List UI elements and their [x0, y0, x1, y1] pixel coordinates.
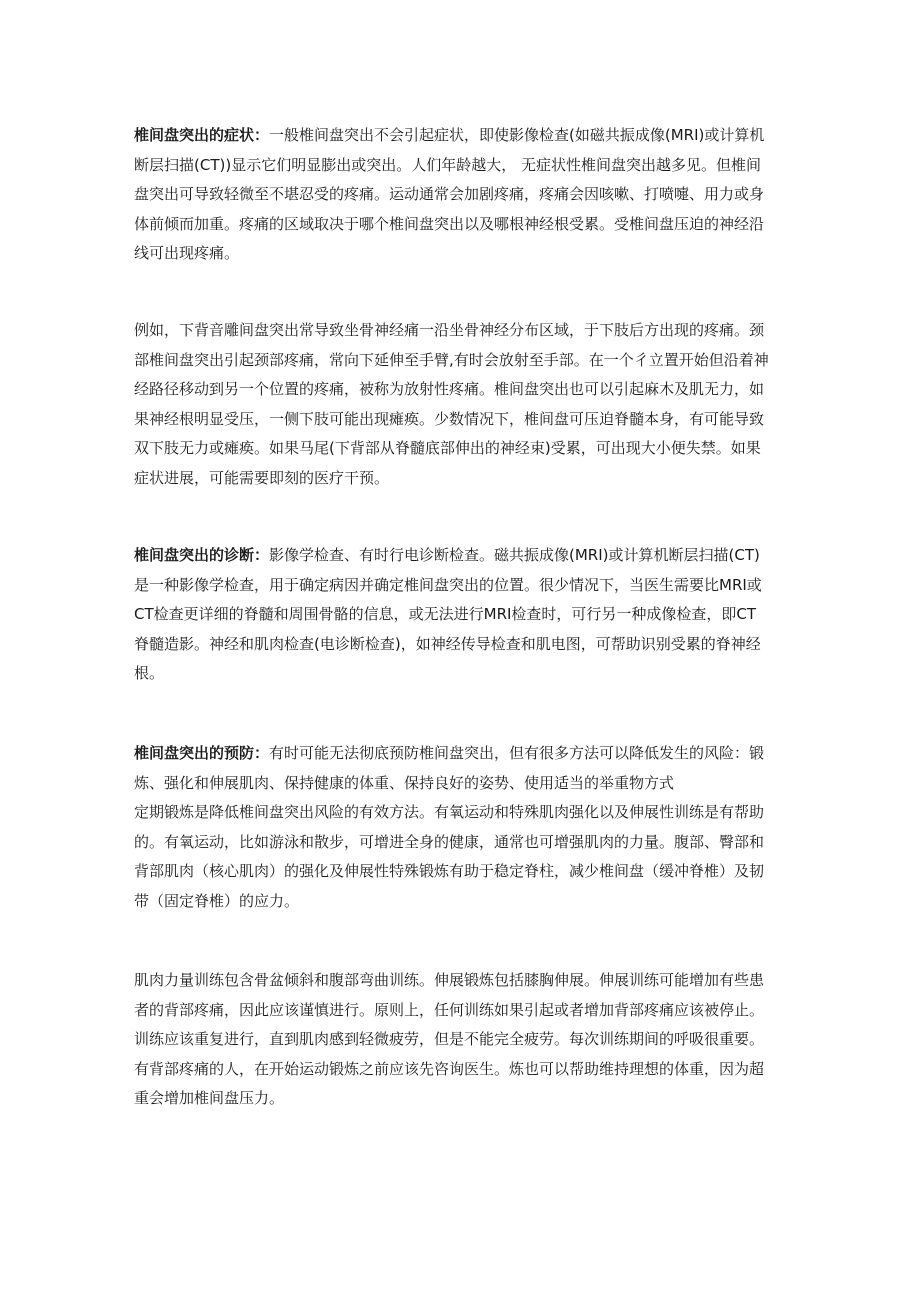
- paragraph-training: [134, 966, 786, 1114]
- text-line: 果神经根明显受压，一侧下肢可能出现瘫痪。少数情况下，椎间盘可压迫脊髓本身，有可能导致: [134, 409, 765, 428]
- section-heading-diagnosis: 椎间盘突出的诊断：: [134, 546, 270, 564]
- text-line: [134, 739, 786, 769]
- text-line: 症状进展，可能需要即刻的医疗干预。: [134, 468, 390, 487]
- paragraph-example: [134, 316, 786, 493]
- text-line: 双下肢无力或瘫痪。如果马尾(下背部从脊髓底部伸出的神经束)受累，可出现大小便失禁。如果: [134, 439, 761, 457]
- section-heading-prevention: 椎间盘突出的预防：: [134, 744, 270, 762]
- text-line: 的。有氧运动，比如游泳和散步，可增进全身的健康，通常也可增强肌肉的力量。腹部、臀部和: [134, 832, 765, 851]
- section-heading-symptoms: 椎间盘突出的症状：: [134, 126, 270, 144]
- text-line-content: 影像学检查、有时行电诊断检查。磁共振成像(MRI)或计算机断层扫描(CT): [269, 546, 760, 564]
- text-line: 是一种影像学检查，用于确定病因并确定椎间盘突出的位置。很少情况下，当医生需要比MRI或: [134, 575, 762, 594]
- text-line: 重会增加椎间盘压力。: [134, 1089, 285, 1107]
- text-line: [134, 121, 786, 151]
- text-line: 带（固定脊椎）的应力。: [134, 891, 300, 910]
- text-line: 有背部疼痛的人，在开始运动锻炼之前应该先咨询医生。炼也可以帮助维持理想的体重，因为超: [134, 1059, 765, 1078]
- paragraph-diagnosis: [134, 541, 786, 689]
- text-line: CT检查更详细的脊髓和周围骨骼的信息，或无法进行MRI检查时，可行另一种成像检查，即CT: [134, 605, 757, 623]
- text-line: 肌肉力量训练包含骨盆倾斜和腹部弯曲训练。伸展锻炼包括膝胸伸展。伸展训练可能增加有些患: [134, 971, 765, 989]
- text-line: [134, 541, 786, 571]
- text-line: 背部肌肉（核心肌肉）的强化及伸展性特殊锻炼有助于稳定脊柱，减少椎间盘（缓冲脊椎）及韧: [134, 862, 765, 880]
- text-line-content: 一般椎间盘突出不会引起症状，即使影像检查(如磁共振成像(MRI)或计算机: [269, 126, 765, 144]
- text-line: 根。: [134, 664, 165, 682]
- text-line: 脊髓造影。神经和肌肉检查(电诊断检查)，如神经传导检查和肌电图，可帮助识别受累的脊神经: [134, 634, 761, 653]
- paragraph-symptoms: [134, 121, 786, 269]
- text-line: 经路径移动到另一个位置的疼痛，被称为放射性疼痛。椎间盘突出也可以引起麻木及肌无力，如: [134, 380, 765, 398]
- text-line: 断层扫描(CT))显示它们明显膨出或突出。人们年龄越大， 无症状性椎间盘突出越多见。但椎间: [134, 155, 761, 174]
- text-line: 训练应该重复进行，直到肌肉感到轻微疲劳，但是不能完全疲劳。每次训练期间的呼吸很重要。: [134, 1030, 765, 1048]
- paragraph-prevention: [134, 739, 786, 916]
- text-line: 线可出现疼痛。: [134, 244, 240, 262]
- text-line: 定期锻炼是降低椎间盘突出风险的有效方法。有氧运动和特殊肌肉强化以及伸展性训练是有帮助: [134, 803, 765, 821]
- text-line: 炼、强化和伸展肌肉、保持健康的体重、保持良好的姿势、使用适当的举重物方式: [134, 773, 675, 792]
- text-line: 例如，下背音雕间盘突出常导致坐骨神经痛一沿坐骨神经分布区域，于下肢后方出现的疼痛。颈: [134, 321, 765, 339]
- text-line: 部椎间盘突出引起颈部疼痛，常向下延伸至手臂,有时会放射至手部。在一个彳立置开始但沿着神: [134, 350, 769, 369]
- text-line: 体前倾而加重。疼痛的区域取决于哪个椎间盘突出以及哪根神经根受累。受椎间盘压迫的神经沿: [134, 214, 765, 233]
- text-line-content: 有时可能无法彻底预防椎间盘突出，但有很多方法可以降低发生的风险：锻: [269, 744, 765, 762]
- text-line: 盘突出可导致轻微至不堪忍受的疼痛。运动通常会加剧疼痛，疼痛会因咳嗽、打喷嚏、用力或身: [134, 185, 765, 203]
- text-line: 者的背部疼痛，因此应该谨慎进行。原则上，任何训练如果引起或者增加背部疼痛应该被停止。: [134, 1000, 765, 1019]
